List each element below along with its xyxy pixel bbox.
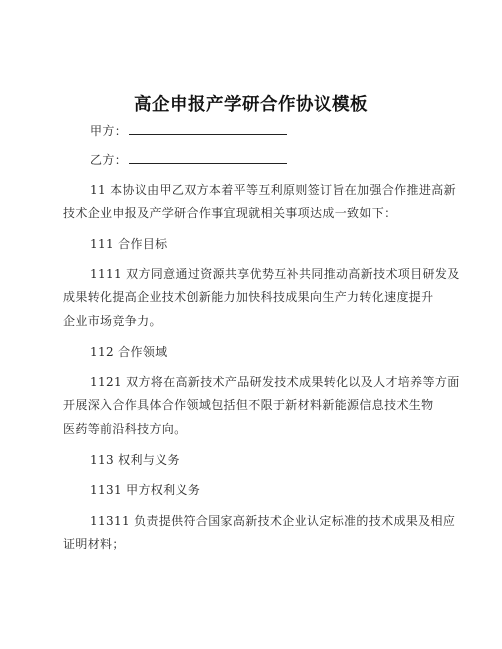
party-a-field [90,123,287,139]
party-a-label: 甲方： [90,124,128,138]
paragraph-11-line-2: 技术企业申报及产学研合作事宜现就相关事项达成一致如下： [63,206,397,220]
paragraph-1111-line-1: 1111 双方同意通过资源共享优势互补共同推动高新技术项目研发及 [90,267,460,281]
paragraph-1121-line-1: 1121 双方将在高新技术产品研发技术成果转化以及人才培养等方面 [90,375,460,389]
party-a-blank-line [129,123,287,135]
party-b-blank-line [129,152,287,164]
paragraph-1111-line-3: 企业市场竞争力。 [63,314,162,328]
section-heading-113: 113 权利与义务 [90,453,180,467]
paragraph-1111-line-2: 成果转化提高企业技术创新能力加快科技成果向生产力转化速度提升 [63,290,434,304]
paragraph-11-line-1: 11 本协议由甲乙双方本着平等互利原则签订旨在加强合作推进高新 [90,183,456,197]
section-heading-1131: 1131 甲方权利义务 [90,483,201,497]
document-title: 高企申报产学研合作协议模板 [134,95,368,115]
section-heading-112: 112 合作领域 [90,345,168,359]
section-heading-111: 111 合作目标 [90,237,168,251]
paragraph-11311-line-2: 证明材料； [63,537,125,551]
paragraph-11311-line-1: 11311 负责提供符合国家高新技术企业认定标准的技术成果及相应 [90,514,456,528]
paragraph-1121-line-3: 医药等前沿科技方向。 [63,422,187,436]
paragraph-1121-line-2: 开展深入合作具体合作领域包括但不限于新材料新能源信息技术生物 [63,398,434,412]
party-b-label: 乙方： [90,153,128,167]
party-b-field [90,152,287,168]
